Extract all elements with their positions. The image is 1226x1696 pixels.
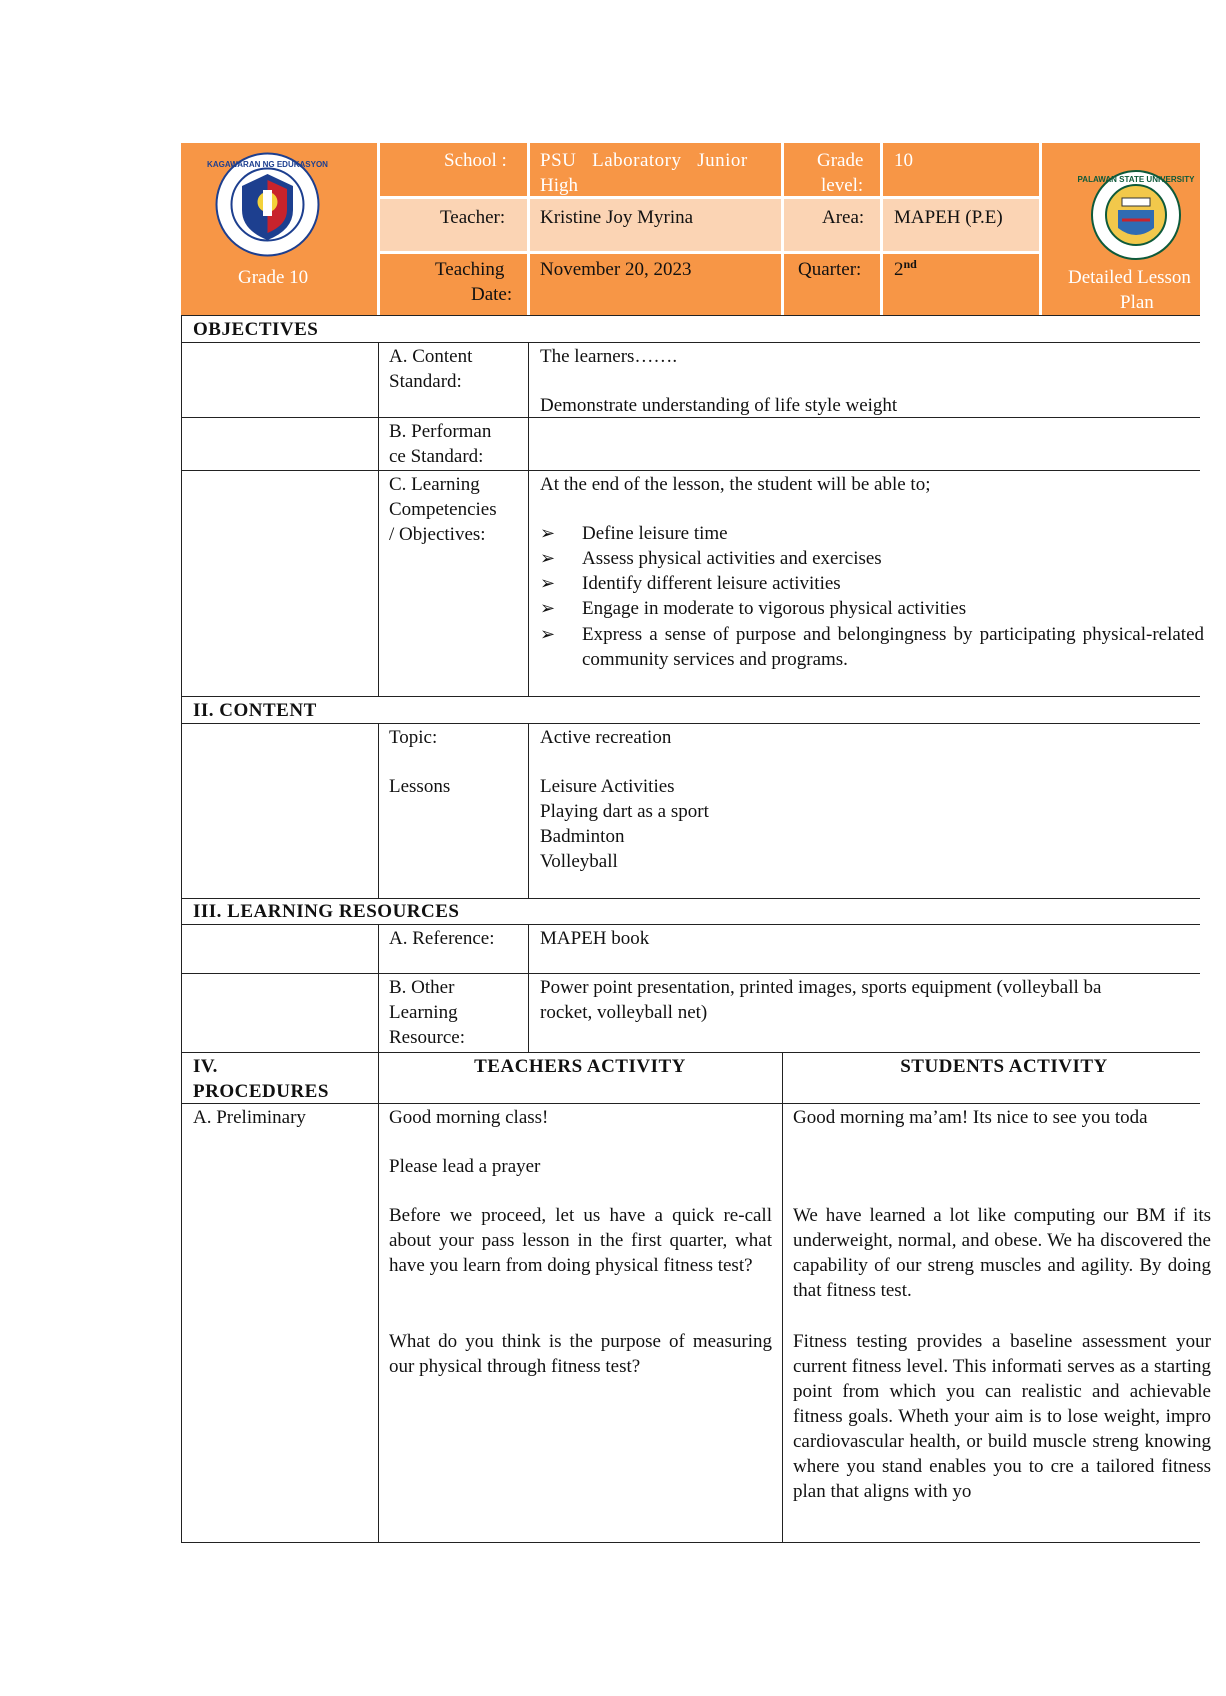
teacher-value: Kristine Joy Myrina bbox=[540, 207, 694, 228]
student-activity-text: Fitness testing provides a baseline assessment your current fitness level. This informati serves as a starting point from which you can realistic and achievable fitness goals. Wheth your aim is to lose weight, impro cardiovascular health, or build muscle streng knowing where you stand enables you to cre a tailored fitness plan that aligns with yo bbox=[793, 1331, 1211, 1502]
objective-item: Assess physical activities and exercises bbox=[582, 548, 882, 569]
area-value: MAPEH (P.E) bbox=[894, 207, 1003, 228]
teaching-date-label-line2: Date: bbox=[471, 284, 513, 305]
grade-level-value: 10 bbox=[894, 150, 913, 171]
procedures-heading-line1: IV. bbox=[193, 1056, 218, 1077]
bullet-arrow-icon: ➢ bbox=[540, 624, 556, 644]
quarter-label: Quarter: bbox=[798, 259, 862, 280]
svg-text:PALAWAN STATE UNIVERSITY: PALAWAN STATE UNIVERSITY bbox=[1077, 175, 1195, 184]
competencies-label-line3: / Objectives: bbox=[389, 524, 486, 545]
school-value-line1: PSU Laboratory Junior bbox=[540, 150, 748, 171]
deped-seal-logo bbox=[207, 152, 328, 257]
objective-item: Identify different leisure activities bbox=[582, 573, 841, 594]
resources-heading: III. LEARNING RESOURCES bbox=[193, 901, 460, 922]
students-activity-header: STUDENTS ACTIVITY bbox=[900, 1056, 1108, 1077]
quarter-number: 2 bbox=[894, 259, 904, 280]
teacher-label: Teacher: bbox=[440, 207, 506, 228]
other-resources-value-line1: Power point presentation, printed images, sports equipment (volleyball ba bbox=[540, 977, 1102, 998]
teaching-date-value: November 20, 2023 bbox=[540, 259, 692, 280]
objective-item: Define leisure time bbox=[582, 523, 728, 544]
psu-seal-logo bbox=[1077, 170, 1200, 260]
plan-caption-line2: Plan bbox=[1120, 292, 1154, 313]
preliminary-label: A. Preliminary bbox=[193, 1107, 306, 1128]
other-resources-label-line3: Resource: bbox=[389, 1027, 465, 1048]
teaching-date-label-line1: Teaching bbox=[435, 259, 505, 280]
bullet-arrow-icon: ➢ bbox=[540, 598, 556, 618]
grade-level-label-line2: level: bbox=[821, 175, 864, 196]
teachers-activity-header: TEACHERS ACTIVITY bbox=[474, 1056, 686, 1077]
procedures-heading-line2: PROCEDURES bbox=[193, 1081, 329, 1102]
grade-level-label-line1: Grade bbox=[817, 150, 864, 171]
content-standard-label-line2: Standard: bbox=[389, 371, 462, 392]
bullet-arrow-icon: ➢ bbox=[540, 573, 556, 593]
content-standard-text: Demonstrate understanding of life style weight bbox=[540, 395, 898, 416]
performance-standard-label-line1: B. Performan bbox=[389, 421, 492, 442]
other-resources-label-line2: Learning bbox=[389, 1002, 458, 1023]
competencies-label-line2: Competencies bbox=[389, 499, 497, 520]
content-standard-intro: The learners……. bbox=[540, 346, 678, 367]
grade-caption: Grade 10 bbox=[238, 267, 309, 288]
bullet-arrow-icon: ➢ bbox=[540, 548, 556, 568]
other-resources-value-line2: rocket, volleyball net) bbox=[540, 1002, 708, 1023]
lesson-item: Volleyball bbox=[540, 851, 618, 872]
lesson-item: Badminton bbox=[540, 826, 625, 847]
svg-text:KAGAWARAN NG EDUKASYON: KAGAWARAN NG EDUKASYON bbox=[207, 160, 328, 169]
plan-caption-line1: Detailed Lesson bbox=[1068, 267, 1191, 288]
lesson-item: Playing dart as a sport bbox=[540, 801, 709, 822]
school-value-line2: High bbox=[540, 175, 578, 196]
quarter-suffix: nd bbox=[903, 257, 917, 271]
competencies-label-line1: C. Learning bbox=[389, 474, 480, 495]
teacher-activity-text: Please lead a prayer bbox=[389, 1156, 541, 1177]
performance-standard-label-line2: ce Standard: bbox=[389, 446, 484, 467]
bullet-arrow-icon: ➢ bbox=[540, 523, 556, 543]
teacher-activity-text: Before we proceed, let us have a quick re-call about your pass lesson in the first quarter, what have you learn from doing physical fitness test? bbox=[389, 1205, 772, 1276]
area-label: Area: bbox=[822, 207, 865, 228]
teacher-activity-text: Good morning class! bbox=[389, 1107, 549, 1128]
teacher-activity-text: What do you think is the purpose of measuring our physical through fitness test? bbox=[389, 1331, 772, 1377]
lessons-label: Lessons bbox=[389, 776, 451, 797]
student-activity-text: We have learned a lot like computing our BM if its underweight, normal, and obese. We ha discovered the capability of our streng muscles and agility. By doing that fitness test. bbox=[793, 1205, 1211, 1301]
topic-value: Active recreation bbox=[540, 727, 672, 748]
objectives-heading: OBJECTIVES bbox=[193, 319, 319, 340]
reference-value: MAPEH book bbox=[540, 928, 650, 949]
quarter-value bbox=[894, 257, 917, 282]
competencies-intro: At the end of the lesson, the student will be able to; bbox=[540, 474, 931, 495]
reference-label: A. Reference: bbox=[389, 928, 495, 949]
topic-label: Topic: bbox=[389, 727, 438, 748]
school-label: School : bbox=[444, 150, 507, 171]
other-resources-label-line1: B. Other bbox=[389, 977, 455, 998]
objective-item: Engage in moderate to vigorous physical activities bbox=[582, 598, 967, 619]
content-heading: II. CONTENT bbox=[193, 700, 317, 721]
lesson-item: Leisure Activities bbox=[540, 776, 675, 797]
objective-item: Express a sense of purpose and belongingness by participating physical-related community services and programs. bbox=[582, 624, 1204, 670]
content-standard-label-line1: A. Content bbox=[389, 346, 473, 367]
student-activity-text: Good morning ma’am! Its nice to see you toda bbox=[793, 1107, 1148, 1128]
